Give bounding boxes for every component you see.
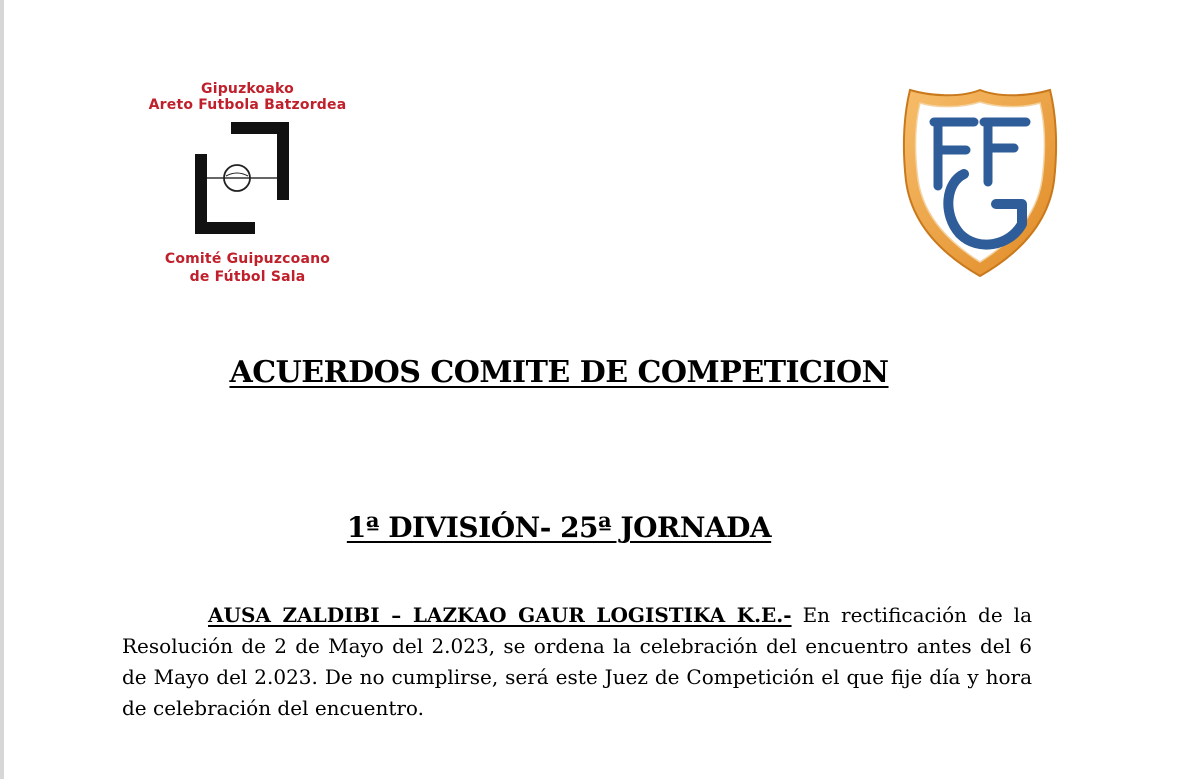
committee-logo <box>145 78 350 288</box>
logo-text-line-4: de Fútbol Sala <box>189 269 306 285</box>
resolution-paragraph <box>122 600 1032 724</box>
logo-text-line-3: Comité Guipuzcoano <box>164 251 331 267</box>
futsal-court-mark-icon <box>185 120 295 245</box>
resolution-text: En rectificación de la Resolución de 2 de Mayo del 2.023, se ordena la celebración del encuentro antes del 6 de Mayo del 2.023. De no cumplirse, será este Juez de Competición el que fije día y hora de celebración del encuentro. <box>122 603 1033 720</box>
match-name: AUSA ZALDIBI – LAZKAO GAUR LOGISTIKA K.E.- <box>208 603 792 627</box>
logo-text-line-1: Gipuzkoako <box>201 81 294 97</box>
document-title: ACUERDOS COMITE DE COMPETICION <box>229 355 889 390</box>
federation-crest-icon <box>900 86 1060 281</box>
logo-text-line-2: Areto Futbola Batzordea <box>148 97 347 113</box>
federation-crest <box>900 86 1060 281</box>
division-heading: 1ª DIVISIÓN- 25ª JORNADA <box>346 511 772 544</box>
